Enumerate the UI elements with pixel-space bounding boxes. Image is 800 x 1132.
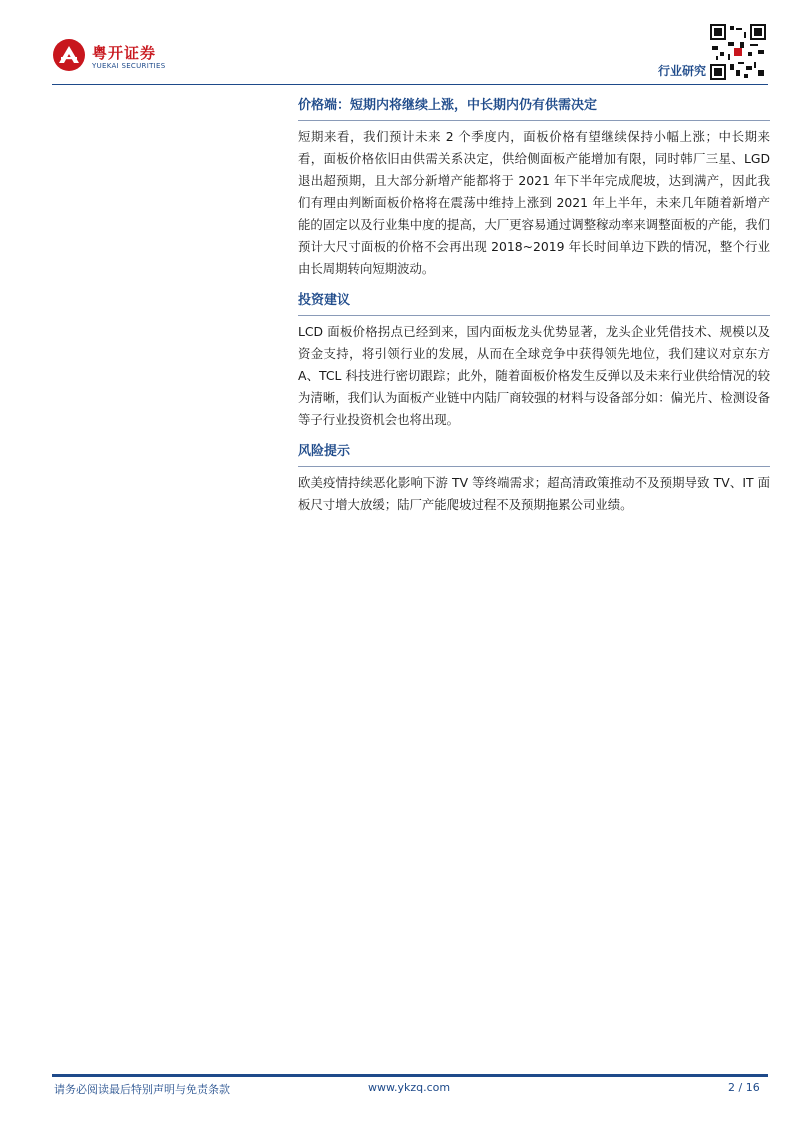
header-divider [52, 84, 768, 85]
page-number: 2 / 16 [728, 1081, 760, 1094]
qr-code-icon [710, 24, 766, 80]
section-title-investment: 投资建议 [298, 289, 770, 316]
company-logo [52, 38, 212, 78]
section-title-price: 价格端：短期内将继续上涨，中长期内仍有供需决定 [298, 94, 770, 121]
report-body [298, 94, 770, 525]
footer-disclaimer: 请务必阅读最后特别声明与免责条款 [54, 1083, 230, 1096]
section-body-investment: LCD 面板价格拐点已经到来，国内面板龙头优势显著，龙头企业凭借技术、规模以及资金支持，将引领行业的发展，从而在全球竞争中获得领先地位，我们建议对京东方 A、TCL 科技进行密切跟踪；此外，随着面板价格发生反弹以及未来行业供给情况的较为清晰，我们认为面板产业链中内陆厂商较强的材料与设备部分如：偏光片、检测设备等子行业投资机会也将出现。 [298, 324, 770, 427]
footer-divider [52, 1074, 768, 1077]
page-header [0, 0, 800, 90]
logo-mark-icon [52, 38, 86, 72]
footer-website: www.ykzq.com [368, 1081, 451, 1094]
report-category: 行业研究 [658, 64, 707, 78]
section-body-price: 短期来看，我们预计未来 2 个季度内，面板价格有望继续保持小幅上涨；中长期来看，面板价格依旧由供需关系决定，供给侧面板产能增加有限，同时韩厂三星、LGD 退出超预期，且大部分新增产能都将于 2021 年下半年完成爬坡，达到满产，因此我们有理由判断面板价格将在震荡中维持上涨到 2021 年上半年，未来几年随着新增产能的固定以及行业集中度的提高，大厂更容易通过调整稼动率来调整面板的产能，我们预计大尺寸面板的价格不会再出现 2018~2019 年长时间单边下跌的情况，整个行业由长周期转向短期波动。 [298, 129, 770, 276]
section-title-risk: 风险提示 [298, 440, 770, 467]
section-body-risk: 欧美疫情持续恶化影响下游 TV 等终端需求；超高清政策推动不及预期导致 TV、IT 面板尺寸增大放缓；陆厂产能爬坡过程不及预期拖累公司业绩。 [298, 475, 770, 512]
brand-name-en: YUEKAI SECURITIES [92, 62, 166, 70]
brand-name-cn: 粤开证券 [92, 44, 157, 62]
